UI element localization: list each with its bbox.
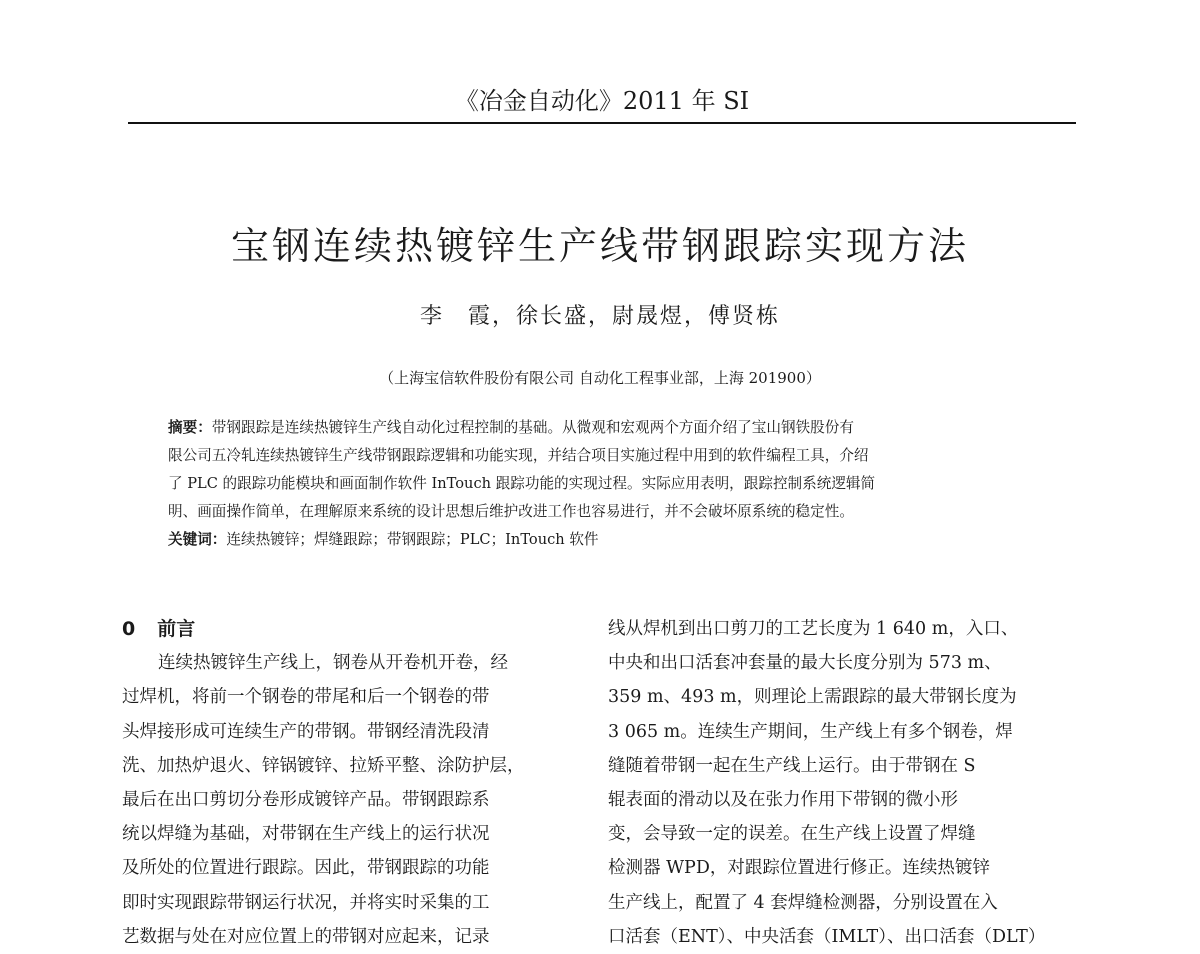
affiliation: （上海宝信软件股份有限公司 自动化工程事业部，上海 201900） [379, 369, 821, 387]
body-line: 口活套（ENT）、中央活套（IMLT）、出口活套（DLT） [608, 926, 1046, 947]
keywords-line [168, 526, 1036, 554]
abstract-block [168, 414, 1036, 554]
abstract-label: 摘要： [168, 419, 212, 436]
body-line: 缝随着带钢一起在生产线上运行。由于带钢在 S [608, 755, 976, 776]
section-number: 0 [122, 618, 136, 640]
body-line: 辊表面的滑动以及在张力作用下带钢的微小形 [608, 790, 958, 811]
body-line: 变，会导致一定的误差。在生产线上设置了焊缝 [608, 824, 976, 845]
body-line: 线从焊机到出口剪刀的工艺长度为 1 640 m，入口、 [608, 619, 1019, 639]
authors: 李 霞，徐长盛，尉晟煜，傅贤栋 [419, 304, 780, 329]
body-line: 统以焊缝为基础，对带钢在生产线上的运行状况 [122, 824, 490, 845]
keywords-text: 连续热镀锌；焊缝跟踪；带钢跟踪；PLC；InTouch 软件 [226, 531, 599, 548]
abstract-line: 摘要：带钢跟踪是连续热镀锌生产线自动化过程控制的基础。从微观和宏观两个方面介绍了宝山钢铁股份有 [168, 419, 854, 436]
body-line: 最后在出口剪切分卷形成镀锌产品。带钢跟踪系 [122, 790, 490, 811]
body-line: 即时实现跟踪带钢运行状况，并将实时采集的工 [122, 892, 490, 913]
body-line: 洗、加热炉退火、锌锅镀锌、拉矫平整、涂防护层， [122, 755, 525, 776]
abstract-line: 了 PLC 的跟踪功能模块和画面制作软件 InTouch 跟踪功能的实现过程。实际应用表明，跟踪控制系统逻辑简 [168, 475, 876, 492]
body-line: 过焊机，将前一个钢卷的带尾和后一个钢卷的带 [122, 687, 490, 708]
keywords-label: 关键词： [168, 531, 227, 548]
body-line: 359 m、493 m，则理论上需跟踪的最大带钢长度为 [608, 687, 1017, 708]
journal-header: 《冶金自动化》2011 年 SI [454, 87, 750, 115]
body-line: 及所处的位置进行跟踪。因此，带钢跟踪的功能 [122, 858, 490, 879]
paper-title: 宝钢连续热镀锌生产线带钢跟踪实现方法 [230, 224, 969, 268]
header-rule [128, 122, 1076, 124]
body-line: 连续热镀锌生产线上，钢卷从开卷机开卷，经 [158, 653, 508, 674]
body-line: 3 065 m。连续生产期间，生产线上有多个钢卷，焊 [608, 721, 1013, 742]
body-line: 头焊接形成可连续生产的带钢。带钢经清洗段清 [122, 721, 490, 742]
right-column [608, 612, 1094, 954]
section-title: 前言 [157, 618, 196, 640]
body-line: 中央和出口活套冲套量的最大长度分别为 573 m、 [608, 653, 1002, 674]
section-heading [122, 612, 608, 646]
left-column [122, 612, 608, 954]
body-line: 检测器 WPD，对跟踪位置进行修正。连续热镀锌 [608, 858, 990, 879]
body-line: 生产线上，配置了 4 套焊缝检测器，分别设置在入 [608, 892, 998, 913]
abstract-line: 限公司五冷轧连续热镀锌生产线带钢跟踪逻辑和功能实现，并结合项目实施过程中用到的软件编程工具，介绍 [168, 447, 869, 464]
abstract-line: 明、画面操作简单，在理解原来系统的设计思想后维护改进工作也容易进行，并不会破坏原系统的稳定性。 [168, 503, 854, 520]
body-line: 艺数据与处在对应位置上的带钢对应起来，记录 [122, 926, 490, 947]
